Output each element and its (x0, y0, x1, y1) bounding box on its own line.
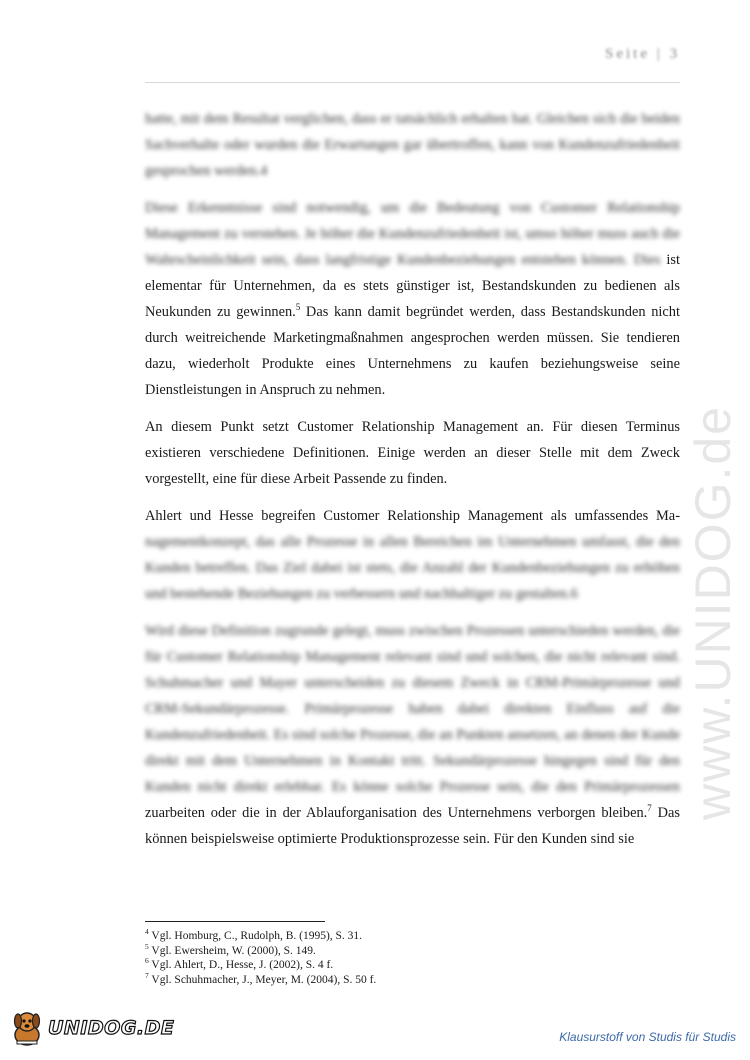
paragraph-text: An diesem Punkt setzt Customer Relationship Management an. Für diesen Terminus existieren verschiedene Definitionen. Einige werden an dieser Stelle mit dem Zweck vorgestellt, eine für diese Arbeit Passende zu finden. (145, 419, 680, 487)
logo-text: UNIDOG.DE (48, 1017, 175, 1039)
footnote (145, 929, 376, 944)
footnote-number: 4 (145, 927, 149, 937)
footnote-text: Vgl. Ewersheim, W. (2000), S. 149. (148, 944, 316, 957)
paragraph-3 (145, 414, 680, 492)
paragraph-text: Das können beispielsweise optimierte Produktionsprozesse sein. Für den Kunden sind sie (145, 805, 680, 847)
footnote-text: Vgl. Ahlert, D., Hesse, J. (2002), S. 4 f. (148, 959, 334, 971)
paragraph-text: Das kann damit begründet werden, dass Bestandskunden nicht durch weitreichende Marketingmaßnahmen angesprochen werden müssen. Sie tendieren dazu, wiederholt Produkte eines Unternehmens zu kaufen beziehungsweise seine Dienstleistungen in Anspruch zu nehmen. (145, 304, 680, 398)
footnote-divider (145, 921, 325, 922)
footnote-number: 5 (145, 941, 149, 951)
footnote-ref: 5 (295, 302, 301, 313)
paragraph-2 (145, 195, 680, 403)
paragraph-text: zuarbeiten oder die in der Ablauforganisation des Unternehmens verborgen bleiben. (145, 805, 648, 821)
blurred-text: Wird diese Definition zugrunde gelegt, muss zwischen Prozessen unterschieden werden, die für Customer Relationship Management relevant sind und solchen, die nicht relevant sind. Schuhmacher und Mayer unterscheiden zu diesem Zweck in CRM-Primärprozesse und CRM-Sekundärprozesse. Primärprozesse haben dabei direkten Einfluss auf die Kundenzufriedenheit. Es sind solche Prozesse, die an Punkten ansetzen, an denen der Kunde direkt mit dem Unternehmen in Kontakt tritt. Sekundärprozesse hingegen sind für den Kunden nicht direkt erlebbar. Es könne solche Prozesse sein, die den Primärprozessen (145, 623, 680, 795)
paragraph-4 (145, 503, 680, 607)
dog-mascot-icon (10, 1009, 44, 1047)
blurred-text: nagementkonzept, das alle Prozesse in allen Bereichen im Unternehmen umfasst, die den Kunden betreffen. Das Ziel dabei ist stets, die Anzahl der Kundenbeziehungen zu erhöhen und bestehende Beziehungen zu verbessern und nachhaltiger zu gestalten.6 (145, 534, 680, 602)
paragraph-text: Ahlert und Hesse begreifen Customer Relationship Management als umfassendes Ma- (145, 508, 680, 524)
watermark-text: www.UNIDOG.de (685, 405, 741, 820)
main-text (145, 106, 680, 863)
footnotes (145, 929, 376, 987)
slogan: Klausurstoff von Studis für Studis (559, 1030, 736, 1044)
footnote (145, 958, 376, 973)
footnote-ref: 7 (647, 803, 652, 814)
blurred-text: Diese Erkenntnisse sind notwendig, um die Bedeutung von Customer Relationship Management zu verstehen. Je höher die Kundenzufriedenheit ist, umso höher muss auch die Wahrscheinlichkeit sein, dass langfristige Kundenbeziehungen entstehen können. Dies (145, 200, 680, 268)
page-header (145, 40, 680, 83)
paragraph-5 (145, 618, 680, 852)
blurred-text: hatte, mit dem Resultat verglichen, dass er tatsächlich erhalten hat. Gleichen sich die beiden Sachverhalte oder wurden die Erwartungen gar übertroffen, kann von Kundenzufriedenheit gesprochen werden.4 (145, 111, 680, 179)
paragraph-1 (145, 106, 680, 184)
footnote (145, 941, 376, 959)
footnote-text: Vgl. Schuhmacher, J., Meyer, M. (2004), S. 50 f. (148, 973, 377, 986)
footnote-number: 6 (145, 956, 149, 966)
footnote-text: Vgl. Homburg, C., Rudolph, B. (1995), S. 31. (148, 930, 363, 942)
footnote (145, 970, 377, 988)
unidog-logo[interactable] (10, 1008, 174, 1048)
page-number: Seite | 3 (605, 46, 680, 62)
footnote-number: 7 (145, 970, 149, 980)
paragraph-text: ist elementar für Unternehmen, da es stets günstiger ist, Bestandskunden zu bedienen als Neukunden zu gewinnen. (145, 252, 680, 320)
